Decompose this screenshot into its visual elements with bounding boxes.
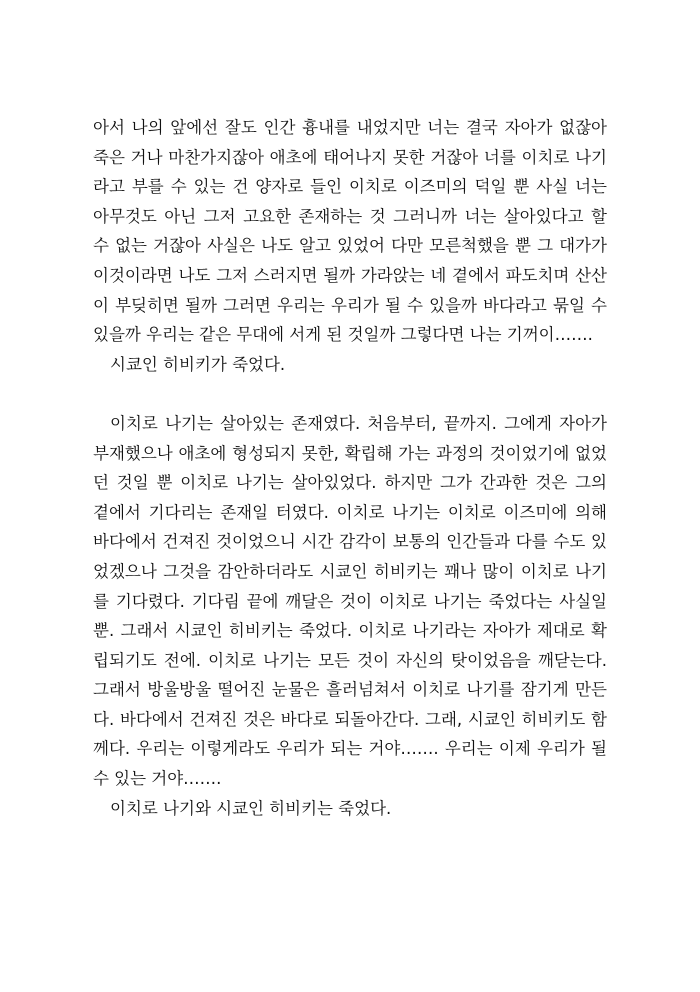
death-line-2: 이치로 나기와 시쿄인 히비키는 죽었다. <box>110 798 392 818</box>
text-line: 아서 나의 앞에선 잘도 인간 흉내를 내었지만 너는 결국 자아가 없잖아 <box>93 118 607 137</box>
text-line: 립되기도 전에. 이치로 나기는 모든 것이 자신의 탓이었음을 깨닫는다. <box>93 650 607 670</box>
text-line: 수 없는 거잖아 사실은 나도 알고 있었어 다만 모른척했을 뿐 그 대가가 <box>93 236 607 256</box>
text-line: 라고 부를 수 있는 건 양자로 들인 이치로 이즈미의 덕일 뿐 사실 너는 <box>93 177 607 197</box>
text-line: 뿐. 그래서 시쿄인 히비키는 죽었다. 이치로 나기라는 자아가 제대로 확 <box>93 621 607 641</box>
text-line: 이것이라면 나도 그저 스러지면 될까 가라앉는 네 곁에서 파도치며 산산 <box>93 265 607 285</box>
text-line: 이치로 나기는 살아있는 존재였다. 처음부터, 끝까지. 그에게 자아가 <box>110 413 607 433</box>
paragraph-monologue <box>93 113 607 350</box>
text-line: 죽은 거나 마찬가지잖아 애초에 태어나지 못한 거잖아 너를 이치로 나기 <box>93 147 607 167</box>
text-line: 수 있는 거야……. <box>93 769 222 789</box>
text-line: 를 기다렸다. 기다림 끝에 깨달은 것이 이치로 나기는 죽었다는 사실일 <box>93 591 607 611</box>
text-line: 있을까 우리는 같은 무대에 서게 된 것일까 그렇다면 나는 기꺼이……. <box>93 325 593 345</box>
text-line: 던 것일 뿐 이치로 나기는 살아있었다. 하지만 그가 간과한 것은 그의 <box>93 473 607 493</box>
text-line: 이 부딪히면 될까 그러면 우리는 우리가 될 수 있을까 바다라고 묶일 수 <box>93 295 607 315</box>
text-line: 부재했으나 애초에 형성되지 못한, 확립해 가는 과정의 것이었기에 없었 <box>93 443 607 463</box>
death-line-1: 시쿄인 히비키가 죽었다. <box>110 354 286 374</box>
text-line: 께다. 우리는 이렇게라도 우리가 되는 거야……. 우리는 이제 우리가 될 <box>93 739 607 759</box>
text-line: 다. 바다에서 건져진 것은 바다로 되돌아간다. 그래, 시쿄인 히비키도 함 <box>93 709 607 729</box>
paragraph-narration <box>93 409 607 794</box>
text-line: 곁에서 기다리는 존재일 터였다. 이치로 나기는 이치로 이즈미에 의해 <box>93 502 607 522</box>
paragraph-gap <box>93 379 607 409</box>
document-page <box>93 113 607 823</box>
text-line: 었겠으나 그것을 감안하더라도 시쿄인 히비키는 꽤나 많이 이치로 나기 <box>93 561 607 581</box>
text-line: 바다에서 건져진 것이었으니 시간 감각이 보통의 인간들과 다를 수도 있 <box>93 532 607 552</box>
text-line: 그래서 방울방울 떨어진 눈물은 흘러넘쳐서 이치로 나기를 잠기게 만든 <box>93 680 607 700</box>
text-line: 아무것도 아닌 그저 고요한 존재하는 것 그러니까 너는 살아있다고 할 <box>93 206 607 226</box>
